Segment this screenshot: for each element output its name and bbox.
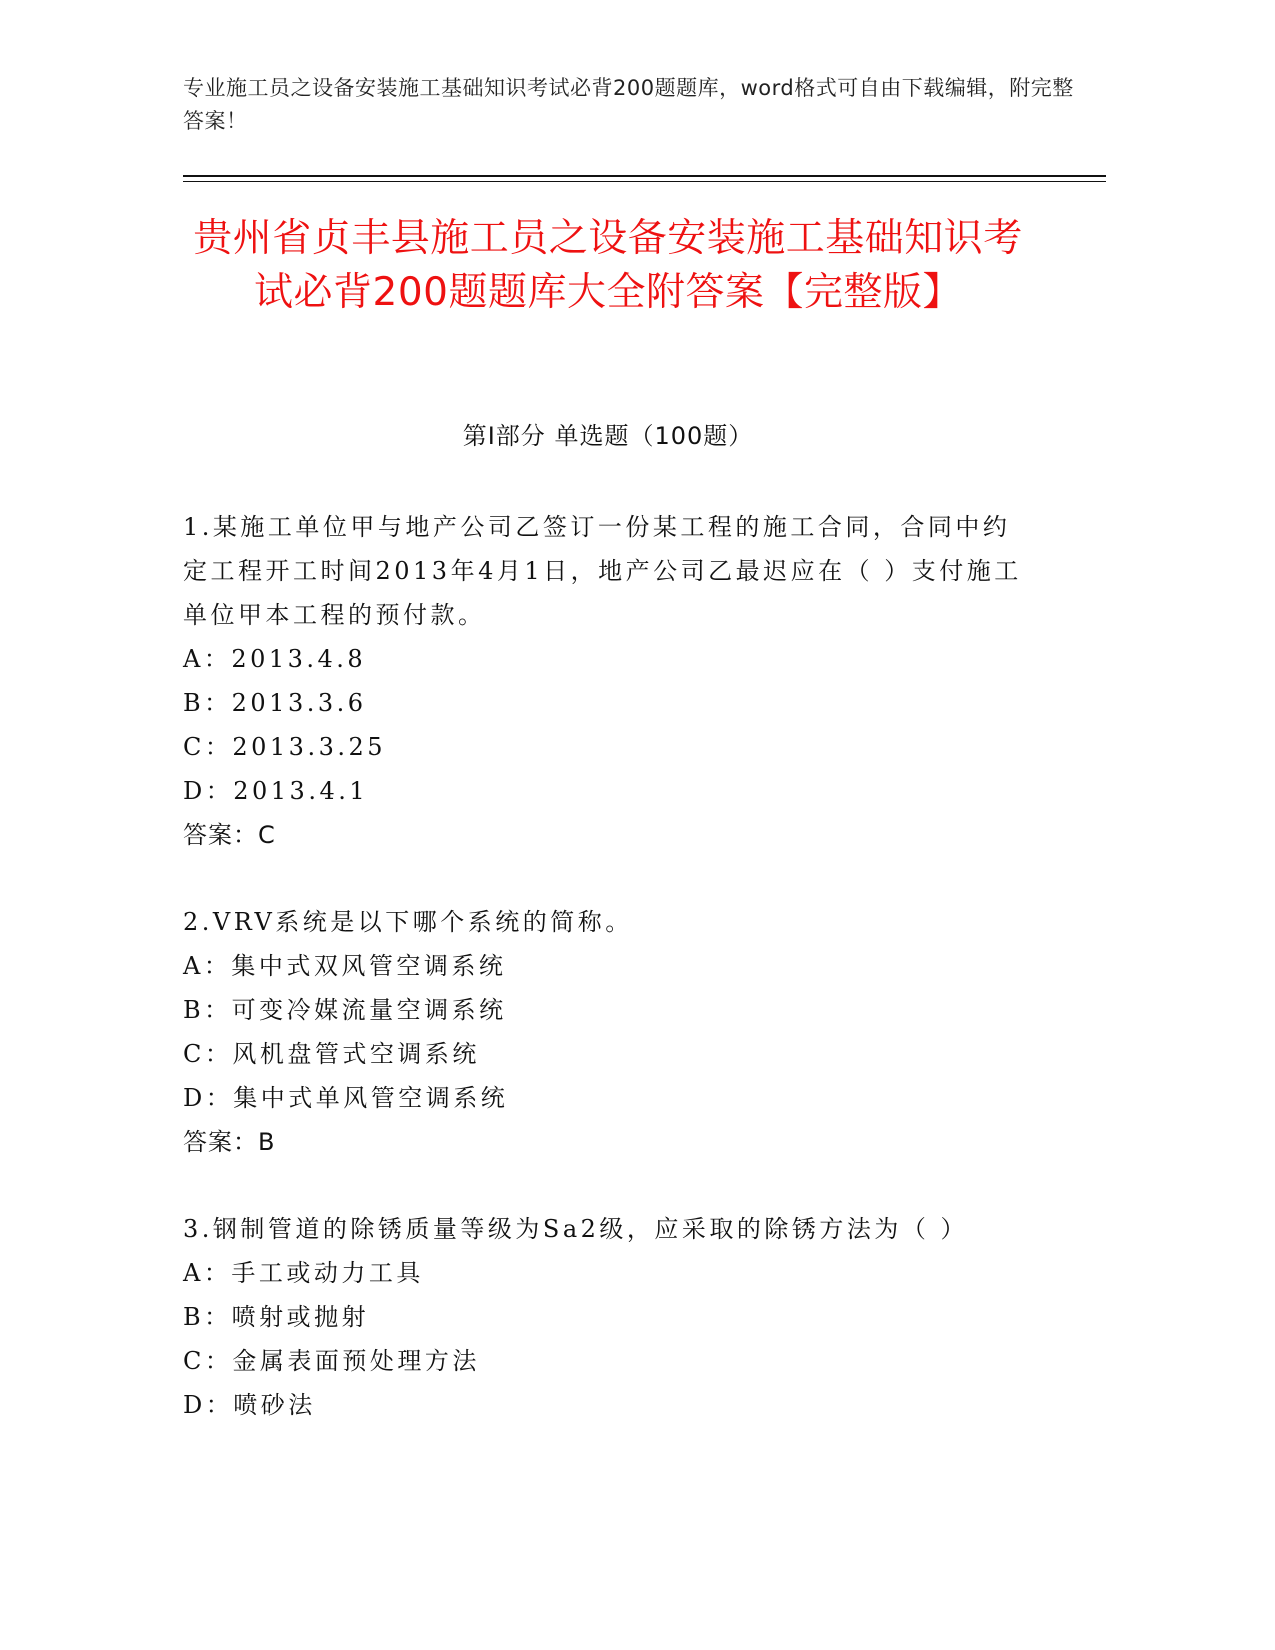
document-title: 贵州省贞丰县施工员之设备安装施工基础知识考试必背200题题库大全附答案【完整版】 <box>193 216 1023 315</box>
question-1 <box>183 505 1023 857</box>
option-a: A：2013.4.8 <box>183 645 367 673</box>
option-b: B：喷射或抛射 <box>183 1303 370 1331</box>
option-a: A：集中式双风管空调系统 <box>183 952 507 980</box>
question-stem: 2.VRV系统是以下哪个系统的简称。 <box>183 908 633 936</box>
header-rule-thick <box>183 175 1106 177</box>
option-c: C：2013.3.25 <box>183 733 387 761</box>
header-rule-thin <box>183 181 1106 182</box>
question-stem: 3.钢制管道的除锈质量等级为Sa2级，应采取的除锈方法为（ ） <box>183 1215 969 1243</box>
question-2 <box>183 900 1023 1164</box>
answer-line: 答案：C <box>183 821 276 849</box>
section-title: 第I部分 单选题（100题） <box>462 422 754 450</box>
option-a: A：手工或动力工具 <box>183 1259 424 1287</box>
option-b: B：可变冷媒流量空调系统 <box>183 996 507 1024</box>
option-c: C：风机盘管式空调系统 <box>183 1040 480 1068</box>
option-d: D：集中式单风管空调系统 <box>183 1084 509 1112</box>
question-list <box>183 505 1023 1470</box>
answer-line: 答案：B <box>183 1128 276 1156</box>
option-d: D：喷砂法 <box>183 1391 316 1419</box>
question-stem: 1.某施工单位甲与地产公司乙签订一份某工程的施工合同，合同中约定工程开工时间2013年4月1日，地产公司乙最迟应在（ ）支付施工单位甲本工程的预付款。 <box>183 513 1022 629</box>
header-note: 专业施工员之设备安装施工基础知识考试必背200题题库，word格式可自由下载编辑，附完整答案！ <box>183 76 1074 133</box>
option-c: C：金属表面预处理方法 <box>183 1347 480 1375</box>
question-3 <box>183 1207 1023 1427</box>
option-d: D：2013.4.1 <box>183 777 369 805</box>
option-b: B：2013.3.6 <box>183 689 367 717</box>
